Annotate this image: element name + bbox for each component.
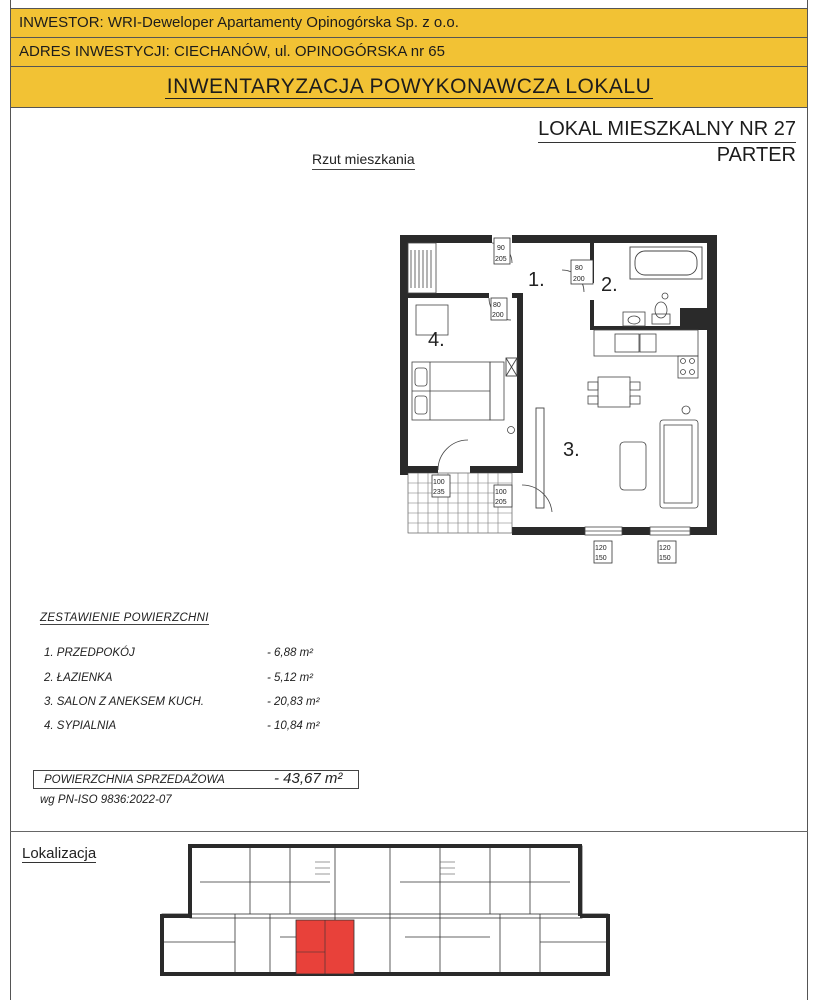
door-tags bbox=[432, 238, 676, 563]
svg-text:80: 80 bbox=[493, 302, 501, 309]
room-row-1-label: 1. PRZEDPOKÓJ bbox=[44, 647, 135, 659]
wall-bottom-b bbox=[622, 527, 650, 535]
wall-bedroom-right bbox=[517, 295, 523, 473]
svg-text:120: 120 bbox=[659, 545, 671, 552]
location-outline bbox=[162, 846, 608, 974]
wardrobe bbox=[408, 243, 436, 293]
room-row-3-label: 3. SALON Z ANEKSEM KUCH. bbox=[44, 696, 204, 708]
svg-text:200: 200 bbox=[492, 312, 504, 319]
location-stairs bbox=[315, 862, 455, 874]
window-tag-2 bbox=[658, 541, 676, 563]
document-title-text: INWENTARYZACJA POWYKONAWCZA LOKALU bbox=[166, 75, 652, 98]
location-label: Lokalizacja bbox=[22, 845, 97, 862]
door-tag-bedroom bbox=[491, 298, 507, 320]
dining-table bbox=[588, 377, 640, 407]
floor-plan bbox=[390, 230, 720, 565]
svg-text:205: 205 bbox=[495, 256, 507, 263]
wall-bedroom-top-a bbox=[404, 293, 489, 298]
location-plan bbox=[160, 842, 610, 982]
bed bbox=[412, 305, 515, 434]
room-number-2: 2. bbox=[601, 274, 618, 296]
svg-text:205: 205 bbox=[495, 499, 507, 506]
window-tag-1 bbox=[594, 541, 612, 563]
wall-bedroom-bottom-b bbox=[470, 466, 520, 473]
svg-text:150: 150 bbox=[659, 555, 671, 562]
door-tag-entrance bbox=[494, 238, 510, 264]
room-row-4-area: - 10,84 m² bbox=[267, 720, 320, 732]
wall-top-right bbox=[512, 235, 717, 243]
svg-text:100: 100 bbox=[495, 489, 507, 496]
svg-text:80: 80 bbox=[575, 265, 583, 272]
plan-caption: Rzut mieszkania bbox=[312, 151, 415, 170]
wall-bottom-a bbox=[512, 527, 585, 535]
door-tag-balcony bbox=[432, 475, 450, 497]
summary-title-box bbox=[40, 612, 209, 625]
room-number-4: 4. bbox=[428, 329, 445, 351]
bathtub bbox=[630, 247, 702, 279]
wall-top-left bbox=[400, 235, 492, 243]
svg-text:235: 235 bbox=[433, 489, 445, 496]
address-line: ADRES INWESTYCJI: CIECHANÓW, ul. OPINOGÓRSKA nr 65 bbox=[10, 37, 808, 67]
room-row-3-area: - 20,83 m² bbox=[267, 696, 320, 708]
unit-floor: PARTER bbox=[716, 144, 796, 166]
svg-text:200: 200 bbox=[573, 276, 585, 283]
wall-left bbox=[400, 235, 408, 475]
wall-bath-bottom bbox=[590, 326, 680, 330]
section-divider bbox=[10, 831, 808, 832]
wall-right bbox=[707, 235, 717, 535]
room-row-2-label: 2. ŁAZIENKA bbox=[44, 672, 113, 684]
kitchen-counter bbox=[594, 330, 698, 414]
svg-text:90: 90 bbox=[497, 245, 505, 252]
unit-name: LOKAL MIESZKALNY NR 27 bbox=[538, 117, 796, 143]
unit-heading bbox=[538, 117, 796, 167]
location-walls bbox=[160, 844, 610, 976]
wall-bedroom-top-b bbox=[512, 293, 523, 298]
wall-shaft bbox=[680, 308, 707, 330]
room-number-1: 1. bbox=[528, 269, 545, 291]
svg-text:100: 100 bbox=[433, 479, 445, 486]
room-row-4-label: 4. SYPIALNIA bbox=[44, 720, 117, 732]
wall-bath-left-b bbox=[590, 300, 594, 330]
norm-note: wg PN-ISO 9836:2022-07 bbox=[40, 794, 172, 806]
sales-area-label: POWIERZCHNIA SPRZEDAŻOWA bbox=[44, 774, 225, 786]
room-row-2-area: - 5,12 m² bbox=[267, 672, 314, 684]
room-number-3: 3. bbox=[563, 439, 580, 461]
door-tag-living bbox=[494, 485, 512, 507]
svg-text:120: 120 bbox=[595, 545, 607, 552]
sales-area-box bbox=[33, 770, 359, 789]
sales-area-value: - 43,67 m² bbox=[274, 770, 343, 787]
svg-text:150: 150 bbox=[595, 555, 607, 562]
door-tag-bathroom bbox=[571, 260, 593, 284]
sofa bbox=[620, 420, 698, 508]
wall-bottom-c bbox=[690, 527, 717, 535]
room-row-1-area: - 6,88 m² bbox=[267, 647, 314, 659]
wall-bedroom-bottom-a bbox=[404, 466, 438, 473]
bathroom-fixtures bbox=[623, 293, 670, 326]
document-title bbox=[10, 66, 808, 108]
investor-line: INWESTOR: WRI-Deweloper Apartamenty Opinogórska Sp. z o.o. bbox=[10, 8, 808, 38]
summary-title: ZESTAWIENIE POWIERZCHNI bbox=[40, 612, 209, 624]
